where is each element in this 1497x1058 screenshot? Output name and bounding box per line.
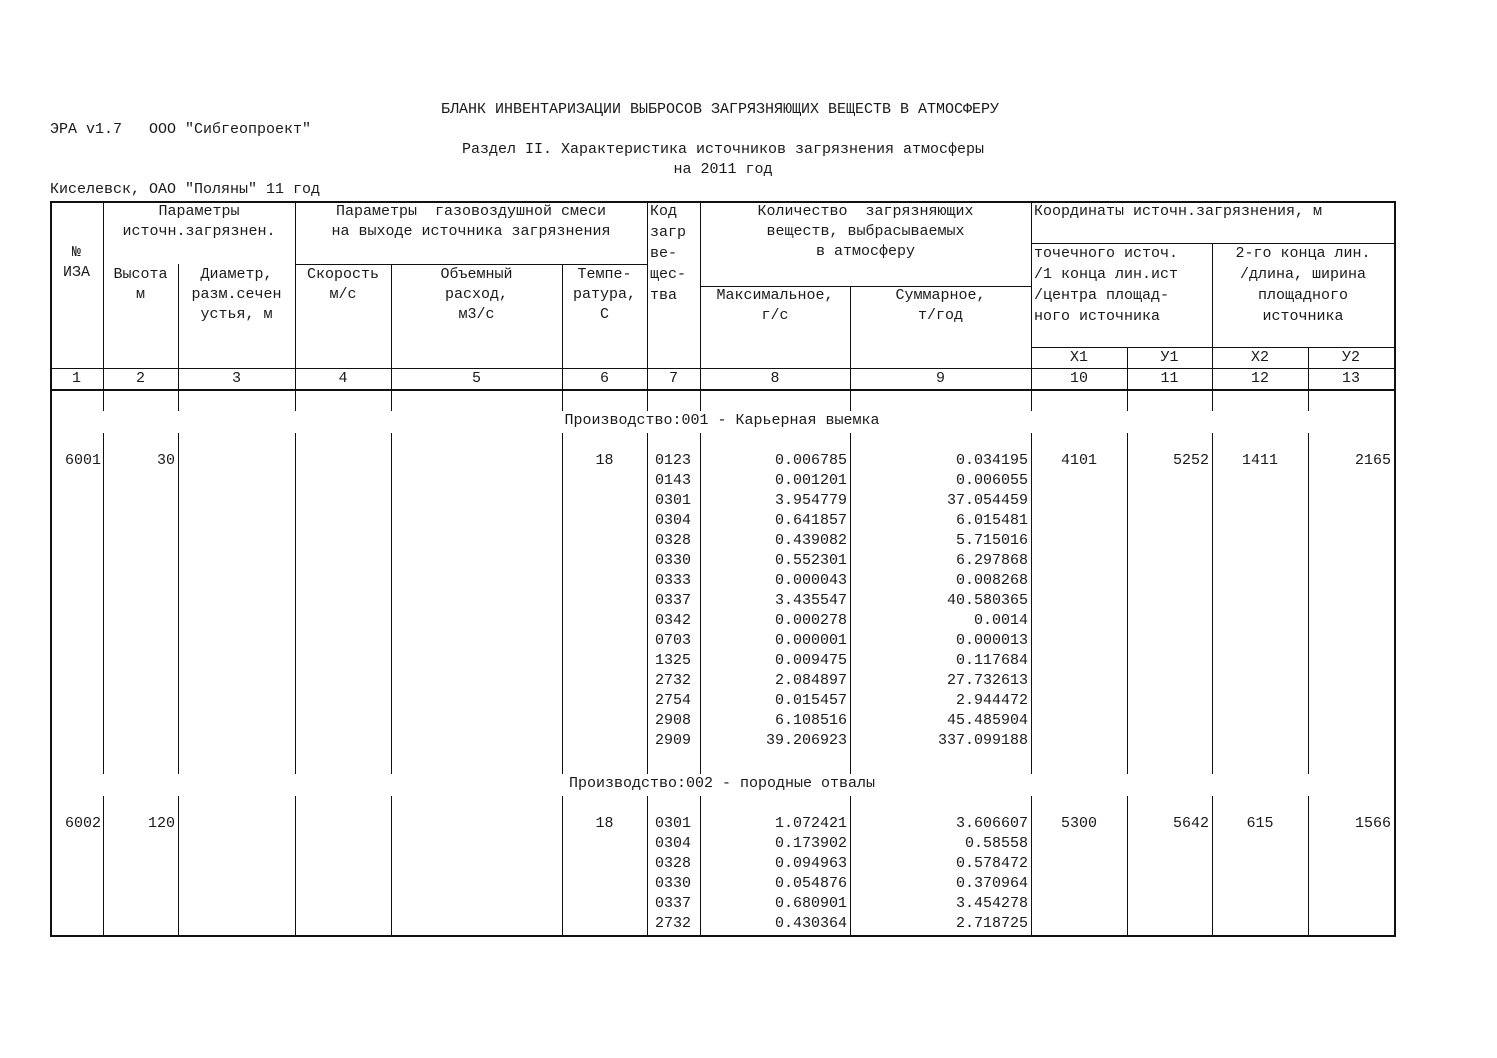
header-gas-mixture: Параметры газовоздушной смеси — [335, 203, 607, 220]
header-temperature: ратура, — [572, 286, 636, 303]
header-source-number: ИЗА — [62, 264, 90, 281]
emission-max: 0.000043 — [774, 572, 847, 589]
column-number: 2 — [135, 370, 145, 387]
emission-sum: 0.370964 — [955, 875, 1028, 892]
table-rule-v — [1308, 433, 1309, 774]
table-rule-v — [1308, 389, 1309, 411]
substance-code: 2909 — [655, 732, 692, 749]
substance-code: 0328 — [655, 532, 692, 549]
header-coordinates: Координаты источн.загрязнения, м — [1034, 203, 1323, 220]
header-second-end: источника — [1262, 308, 1344, 325]
emission-sum: 0.034195 — [955, 452, 1028, 469]
emission-max: 0.680901 — [774, 895, 847, 912]
column-number: 10 — [1069, 370, 1088, 387]
table-rule-v — [647, 433, 648, 774]
location-label: Киселевск, ОАО "Поляны" 11 год — [50, 181, 321, 198]
table-rule-v — [562, 389, 563, 411]
coord-x2: 615 — [1246, 815, 1274, 832]
table-rule-v — [1127, 347, 1128, 389]
table-rule-v — [1031, 201, 1032, 389]
substance-code: 0301 — [655, 492, 692, 509]
column-number: 8 — [770, 370, 780, 387]
emission-sum: 0.58558 — [964, 835, 1028, 852]
emission-sum: 0.0014 — [973, 612, 1028, 629]
coord-y1: 5252 — [1172, 452, 1209, 469]
substance-code: 0330 — [655, 875, 692, 892]
emission-max: 39.206923 — [765, 732, 847, 749]
header-speed: м/с — [329, 286, 357, 303]
header-x2: Х2 — [1250, 349, 1269, 366]
table-rule-v — [850, 286, 851, 389]
table-rule-v — [1212, 433, 1213, 774]
header-diameter: разм.сечен — [191, 286, 282, 303]
substance-code: 0337 — [655, 895, 692, 912]
table-rule-v — [1394, 201, 1396, 937]
emission-sum: 0.117684 — [955, 652, 1028, 669]
emission-max: 0.000278 — [774, 612, 847, 629]
column-number: 4 — [338, 370, 348, 387]
substance-code: 0333 — [655, 572, 692, 589]
source-height: 30 — [156, 452, 175, 469]
header-sum: т/год — [917, 307, 963, 324]
header-quantity: в атмосферу — [815, 243, 916, 260]
emission-max: 0.552301 — [774, 552, 847, 569]
column-number: 11 — [1160, 370, 1179, 387]
coord-y1: 5642 — [1172, 815, 1209, 832]
header-second-end: /длина, ширина — [1239, 266, 1367, 283]
source-height: 120 — [147, 815, 175, 832]
header-volume: Объемный — [440, 266, 513, 283]
table-rule-v — [295, 433, 296, 774]
emission-sum: 337.099188 — [937, 732, 1028, 749]
emission-sum: 37.054459 — [946, 492, 1028, 509]
header-source-number: № — [71, 244, 81, 261]
emission-max: 0.641857 — [774, 512, 847, 529]
header-second-end: площадного — [1257, 287, 1348, 304]
header-point-source: ного источника — [1034, 308, 1161, 325]
header-point-source: /1 конца лин.ист — [1034, 266, 1179, 283]
table-rule-v — [1127, 389, 1128, 411]
column-number: 13 — [1341, 370, 1360, 387]
table-rule-v — [1212, 243, 1213, 389]
emission-max: 0.000001 — [774, 632, 847, 649]
year-label: на 2011 год — [673, 161, 773, 178]
header-temperature: С — [599, 306, 609, 323]
section-title: Раздел II. Характеристика источников загрязнения атмосферы — [461, 141, 985, 158]
substance-code: 2732 — [655, 672, 692, 689]
emission-max: 0.439082 — [774, 532, 847, 549]
emission-sum: 2.944472 — [955, 692, 1028, 709]
emission-max: 3.435547 — [774, 592, 847, 609]
substance-code: 2732 — [655, 915, 692, 932]
header-source-params: источн.загрязнен. — [122, 223, 276, 240]
emission-max: 0.094963 — [774, 855, 847, 872]
header-substance-code: загр — [650, 224, 687, 241]
substance-code: 0337 — [655, 592, 692, 609]
substance-code: 1325 — [655, 652, 692, 669]
emission-sum: 3.606607 — [955, 815, 1028, 832]
emission-max: 0.001201 — [774, 472, 847, 489]
source-temperature: 18 — [595, 452, 614, 469]
table-rule-v — [1127, 433, 1128, 774]
production-title: Производство:001 - Карьерная выемка — [564, 412, 880, 429]
source-number: 6001 — [64, 452, 101, 469]
table-rule-v — [562, 433, 563, 774]
column-number: 9 — [935, 370, 945, 387]
column-number: 12 — [1250, 370, 1269, 387]
header-quantity: веществ, выбрасываемых — [766, 223, 965, 240]
header-point-source: точечного источ. — [1034, 245, 1179, 262]
header-gas-mixture: на выходе источника загрязнения — [331, 223, 611, 240]
header-quantity: Количество загрязняющих — [757, 203, 974, 220]
table-rule-v — [700, 201, 701, 389]
header-substance-code: Код — [650, 203, 678, 220]
emission-sum: 0.578472 — [955, 855, 1028, 872]
column-number: 6 — [599, 370, 609, 387]
source-temperature: 18 — [595, 815, 614, 832]
substance-code: 0304 — [655, 512, 692, 529]
table-rule-v — [178, 796, 179, 935]
table-rule-v — [391, 796, 392, 935]
table-rule-h — [295, 264, 647, 265]
table-rule-v — [647, 201, 648, 389]
table-rule-h — [700, 286, 1031, 287]
substance-code: 0123 — [655, 452, 692, 469]
table-rule-v — [103, 389, 104, 411]
header-max: Максимальное, — [716, 287, 834, 304]
table-rule-v — [562, 264, 563, 389]
emission-max: 0.173902 — [774, 835, 847, 852]
column-number: 1 — [71, 370, 81, 387]
emission-sum: 0.008268 — [955, 572, 1028, 589]
emission-sum: 45.485904 — [946, 712, 1028, 729]
emission-sum: 6.015481 — [955, 512, 1028, 529]
substance-code: 0328 — [655, 855, 692, 872]
table-rule-v — [178, 264, 179, 389]
header-substance-code: ве- — [650, 245, 678, 262]
production-title: Производство:002 - породные отвалы — [568, 775, 876, 792]
software-info: ЭРА v1.7 ООО "Сибгеопроект" — [50, 121, 312, 138]
substance-code: 0301 — [655, 815, 692, 832]
header-y2: У2 — [1341, 349, 1360, 366]
column-number: 5 — [471, 370, 481, 387]
header-x1: Х1 — [1069, 349, 1088, 366]
header-second-end: 2-го конца лин. — [1235, 245, 1371, 262]
table-rule-v — [647, 796, 648, 935]
emission-sum: 0.006055 — [955, 472, 1028, 489]
header-height: Высота — [113, 266, 168, 283]
substance-code: 2754 — [655, 692, 692, 709]
emission-max: 2.084897 — [774, 672, 847, 689]
emission-max: 0.054876 — [774, 875, 847, 892]
emission-sum: 6.297868 — [955, 552, 1028, 569]
emission-max: 3.954779 — [774, 492, 847, 509]
emission-max: 6.108516 — [774, 712, 847, 729]
emission-sum: 5.715016 — [955, 532, 1028, 549]
header-y1: У1 — [1160, 349, 1179, 366]
table-rule-v — [391, 433, 392, 774]
table-rule-v — [178, 389, 179, 411]
header-speed: Скорость — [306, 266, 379, 283]
table-rule-v — [850, 389, 851, 411]
emission-sum: 0.000013 — [955, 632, 1028, 649]
header-diameter: Диаметр, — [200, 266, 273, 283]
emission-max: 0.015457 — [774, 692, 847, 709]
table-rule-h — [50, 201, 1395, 203]
header-point-source: /центра площад- — [1034, 287, 1170, 304]
table-rule-v — [1212, 389, 1213, 411]
source-number: 6002 — [64, 815, 101, 832]
substance-code: 0143 — [655, 472, 692, 489]
substance-code: 0304 — [655, 835, 692, 852]
emission-sum: 27.732613 — [946, 672, 1028, 689]
table-rule-h — [50, 368, 1394, 369]
table-rule-v — [295, 201, 296, 389]
header-temperature: Темпе- — [577, 266, 632, 283]
column-number: 7 — [668, 370, 678, 387]
doc-title: БЛАНК ИНВЕНТАРИЗАЦИИ ВЫБРОСОВ ЗАГРЯЗНЯЮЩИХ ВЕЩЕСТВ В АТМОСФЕРУ — [440, 101, 1000, 118]
header-volume: м3/с — [458, 306, 495, 323]
table-rule-v — [295, 796, 296, 935]
emission-max: 0.006785 — [774, 452, 847, 469]
header-max: г/с — [761, 307, 789, 324]
substance-code: 2908 — [655, 712, 692, 729]
table-rule-v — [103, 433, 104, 774]
table-rule-v — [1308, 347, 1309, 389]
column-number: 3 — [231, 370, 241, 387]
substance-code: 0703 — [655, 632, 692, 649]
table-rule-v — [178, 433, 179, 774]
table-rule-h — [50, 935, 1395, 937]
table-rule-v — [391, 389, 392, 411]
coord-x1: 5300 — [1060, 815, 1097, 832]
header-sum: Суммарное, — [895, 287, 986, 304]
table-rule-v — [295, 389, 296, 411]
header-height: м — [135, 286, 145, 303]
emission-sum: 40.580365 — [946, 592, 1028, 609]
emission-max: 0.430364 — [774, 915, 847, 932]
header-diameter: устья, м — [200, 306, 273, 323]
substance-code: 0330 — [655, 552, 692, 569]
table-rule-v — [700, 389, 701, 411]
table-rule-v — [1031, 389, 1032, 411]
table-rule-h — [50, 389, 1395, 391]
table-rule-v — [391, 264, 392, 389]
emission-sum: 3.454278 — [955, 895, 1028, 912]
emission-max: 0.009475 — [774, 652, 847, 669]
emission-max: 1.072421 — [774, 815, 847, 832]
header-substance-code: тва — [650, 287, 678, 304]
table-rule-v — [647, 389, 648, 411]
table-rule-v — [1031, 433, 1032, 774]
substance-code: 0342 — [655, 612, 692, 629]
coord-y2: 1566 — [1354, 815, 1391, 832]
coord-x2: 1411 — [1241, 452, 1278, 469]
coord-y2: 2165 — [1354, 452, 1391, 469]
header-source-params: Параметры — [158, 203, 240, 220]
table-rule-v — [103, 201, 104, 389]
coord-x1: 4101 — [1060, 452, 1097, 469]
emission-sum: 2.718725 — [955, 915, 1028, 932]
header-volume: расход, — [444, 286, 508, 303]
header-substance-code: щес- — [650, 266, 687, 283]
